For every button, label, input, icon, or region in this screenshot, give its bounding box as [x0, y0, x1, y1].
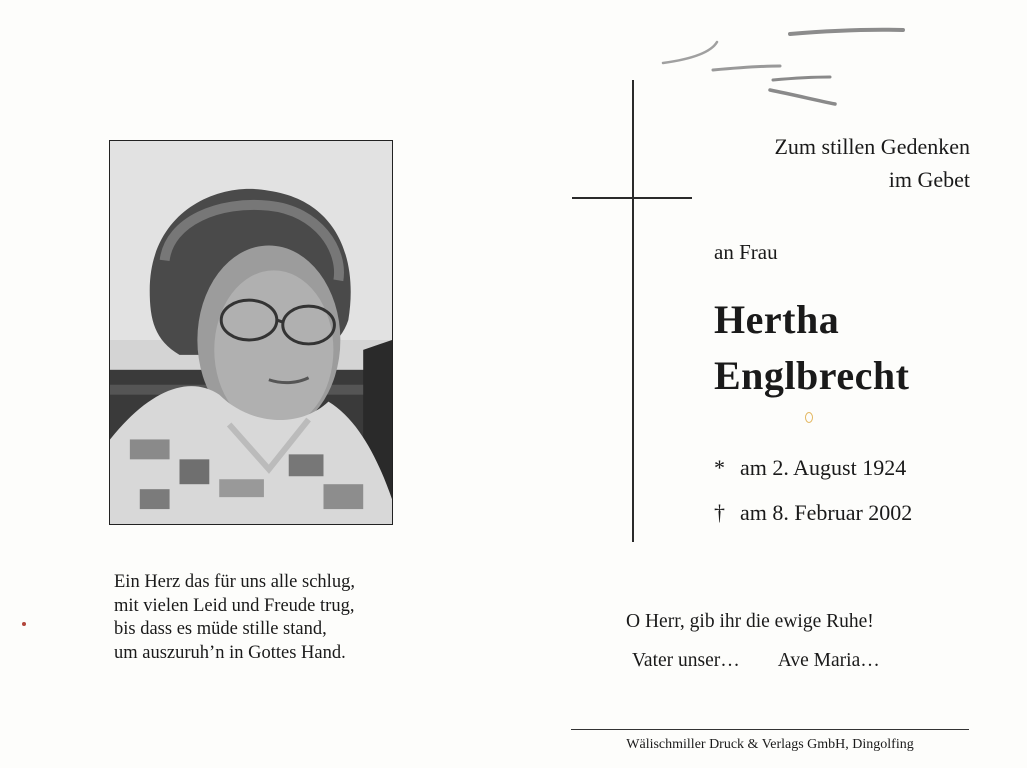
poem-line: mit vielen Leid und Freude trug, — [114, 595, 355, 616]
small-stain-mark — [805, 412, 813, 423]
memorial-line-2: im Gebet — [888, 167, 970, 192]
poem-line: bis dass es müde stille stand, — [114, 619, 327, 639]
portrait-photo — [109, 140, 393, 525]
death-cross-icon: † — [714, 500, 725, 525]
first-name: Hertha — [714, 297, 840, 342]
poem — [114, 571, 414, 665]
last-name: Englbrecht — [714, 353, 910, 398]
death-date-line — [714, 500, 912, 526]
prayer-line: O Herr, gib ihr die ewige Ruhe! — [626, 611, 874, 632]
memorial-line-1: Zum stillen Gedenken — [774, 134, 970, 159]
poem-line: um auszuruh’n in Gottes Hand. — [114, 642, 346, 663]
salutation: an Frau — [714, 240, 778, 264]
birth-star-icon: * — [714, 455, 725, 480]
memorial-heading — [774, 130, 970, 196]
birth-date-line — [714, 455, 906, 481]
cross-vertical-line — [632, 80, 634, 542]
prayer-vater-unser: Vater unser… — [632, 650, 740, 671]
prayer-names — [632, 650, 880, 672]
pencil-marks — [655, 20, 915, 120]
prayer-ave-maria: Ave Maria… — [777, 650, 880, 671]
birth-date: am 2. August 1924 — [740, 455, 907, 480]
cross-horizontal-line — [572, 197, 692, 199]
red-speck — [22, 622, 26, 626]
footer-divider — [571, 729, 969, 730]
printer-credit: Wälischmiller Druck & Verlags GmbH, Dingolfing — [626, 737, 914, 752]
death-date: am 8. Februar 2002 — [740, 500, 913, 525]
poem-line: Ein Herz das für uns alle schlug, — [114, 572, 355, 592]
